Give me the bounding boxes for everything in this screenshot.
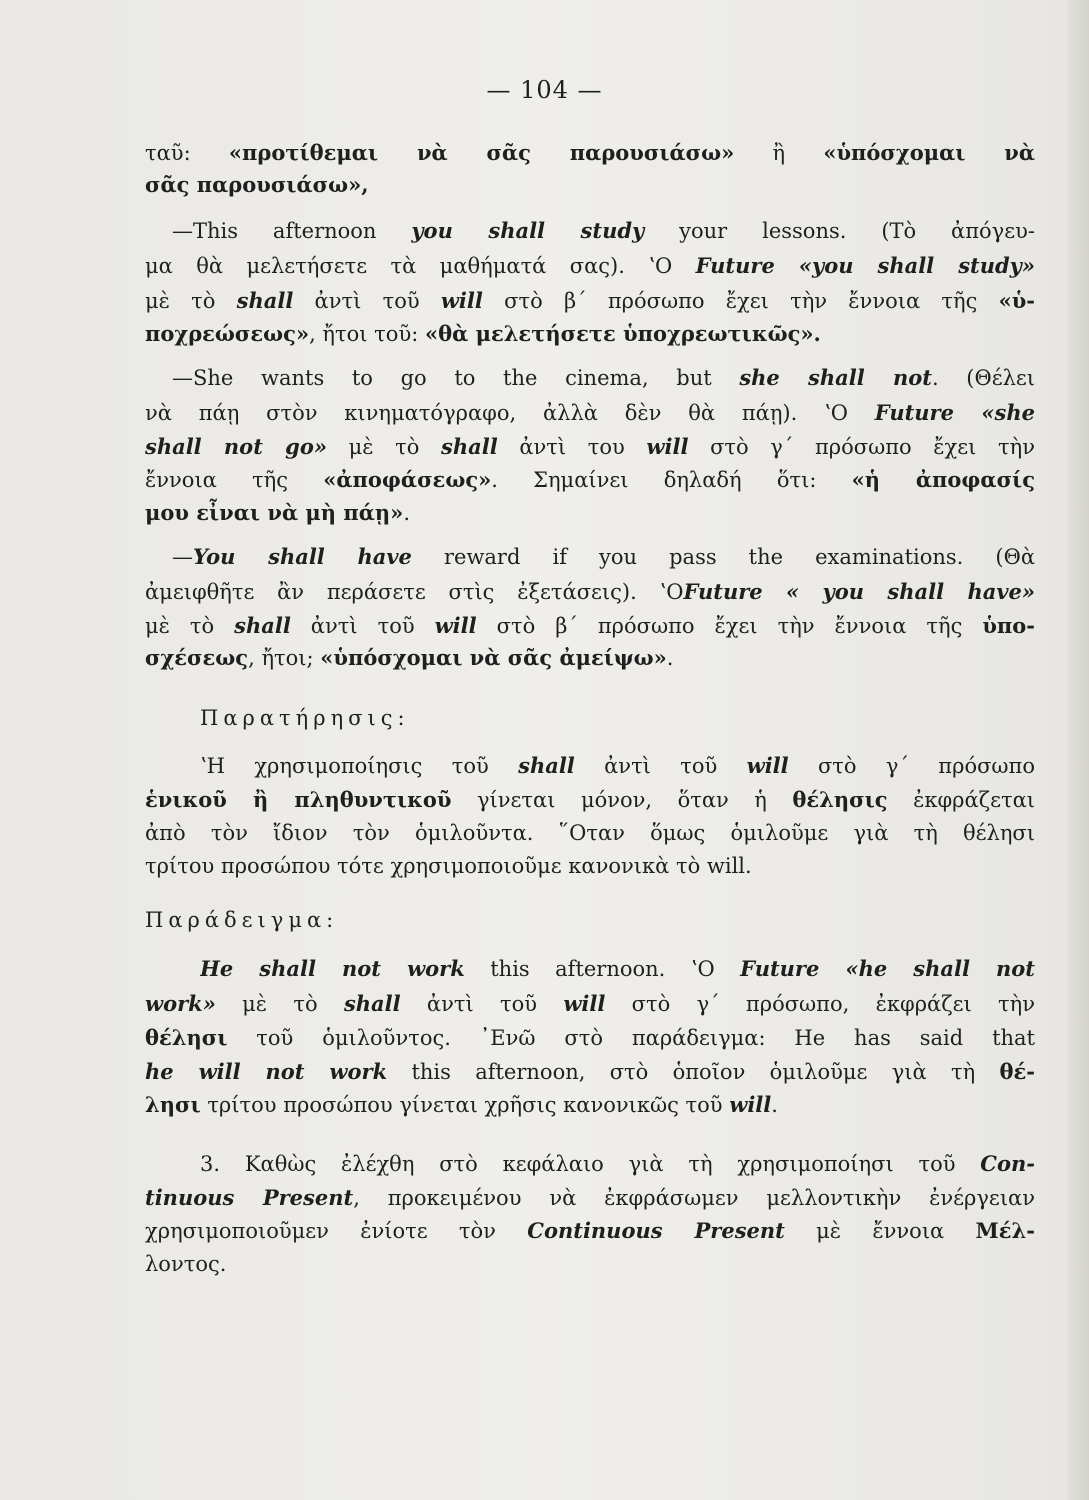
text-line: ʽΗ χρησιμοποίησις τοῦ shall ἀντὶ τοῦ will στὸ γ΄ πρόσωπο [200,753,1035,778]
text-line: tinuous Present, προκειμένου νὰ ἐκφράσωμεν μελλοντικὴν ἐνέργειαν [145,1185,1035,1210]
text-line: ἑνικοῦ ἢ πληθυντικοῦ γίνεται μόνον, ὅταν ἡ θέλησις ἐκφράζεται [145,787,1035,812]
text-line: σχέσεως, ἤτοι; «ὑπόσχομαι νὰ σᾶς ἀμείψω». [145,645,674,670]
text-line: θέλησι τοῦ ὁμιλοῦντος. ᾿Ενῶ στὸ παράδειγμα: He has said that [145,1025,1035,1050]
text-line: τρίτου προσώπου τότε χρησιμοποιοῦμε κανονικὰ τὸ will. [145,854,752,878]
text-line: νὰ πάῃ στὸν κινηματόγραφο, ἀλλὰ δὲν θὰ πάῃ). ʽΟ Future «she [145,400,1035,425]
text-line: work» μὲ τὸ shall ἀντὶ τοῦ will στὸ γ΄ πρόσωπο, ἐκφράζει τὴν [145,991,1035,1016]
text-line: λησι τρίτου προσώπου γίνεται χρῆσις κανονικῶς τοῦ will. [145,1092,778,1117]
text-line: —She wants to go to the cinema, but she shall not. (Θέλει [172,365,1035,390]
text-line: σᾶς παρουσιάσω», [145,172,369,197]
text-line: ποχρεώσεως», ἤτοι τοῦ: «θὰ μελετήσετε ὑποχρεωτικῶς». [145,321,821,346]
text-line: —This afternoon you shall study your lessons. (Τὸ ἀπόγευ- [172,218,1035,243]
text-line: 3. Καθὼς ἐλέχθη στὸ κεφάλαιο γιὰ τὴ χρησιμοποίησι τοῦ Con- [200,1151,1035,1176]
text-line: he will not work this afternoon, στὸ ὁποῖον ὁμιλοῦμε γιὰ τὴ θέ- [145,1059,1035,1084]
text-line: shall not go» μὲ τὸ shall ἀντὶ του will στὸ γ΄ πρόσωπο ἔχει τὴν [145,434,1035,459]
page-spine-edge [1067,0,1089,1500]
section-heading-example: Παράδειγμα: [145,908,339,932]
text-line: He shall not work this afternoon. ʽΟ Future «he shall not [200,956,1035,981]
text-line: μὲ τὸ shall ἀντὶ τοῦ will στὸ β΄ πρόσωπο ἔχει τὴν ἔννοια τῆς ὑπο- [145,613,1035,638]
text-line: χρησιμοποιοῦμεν ἐνίοτε τὸν Continuous Present μὲ ἔννοια Μέλ- [145,1218,1035,1243]
text-line: ἀμειφθῆτε ἂν περάσετε στὶς ἐξετάσεις). ʽΟFuture « you shall have» [145,579,1035,604]
text-line: —You shall have reward if you pass the examinations. (Θὰ [172,544,1035,569]
text-line: ἔννοια τῆς «ἀποφάσεως». Σημαίνει δηλαδή ὅτι: «ἡ ἀποφασίς [145,467,1035,492]
section-heading-remark: Παρατήρησις: [200,706,410,730]
text-line: ἀπὸ τὸν ἴδιον τὸν ὁμιλοῦντα. ῞Οταν ὅμως ὁμιλοῦμε γιὰ τὴ θέλησι [145,821,1035,845]
text-line: μὲ τὸ shall ἀντὶ τοῦ will στὸ β΄ πρόσωπο ἔχει τὴν ἔννοια τῆς «ὑ- [145,288,1035,313]
page-number: — 104 — [486,76,603,104]
text-line: λοντος. [145,1252,227,1276]
text-line: ταῦ: «προτίθεμαι νὰ σᾶς παρουσιάσω» ἢ «ὑπόσχομαι νὰ [145,140,1035,165]
text-line: μα θὰ μελετήσετε τὰ μαθήματά σας). ʽΟ Future «you shall study» [145,253,1035,278]
text-line: μου εἶναι νὰ μὴ πάῃ». [145,500,410,525]
